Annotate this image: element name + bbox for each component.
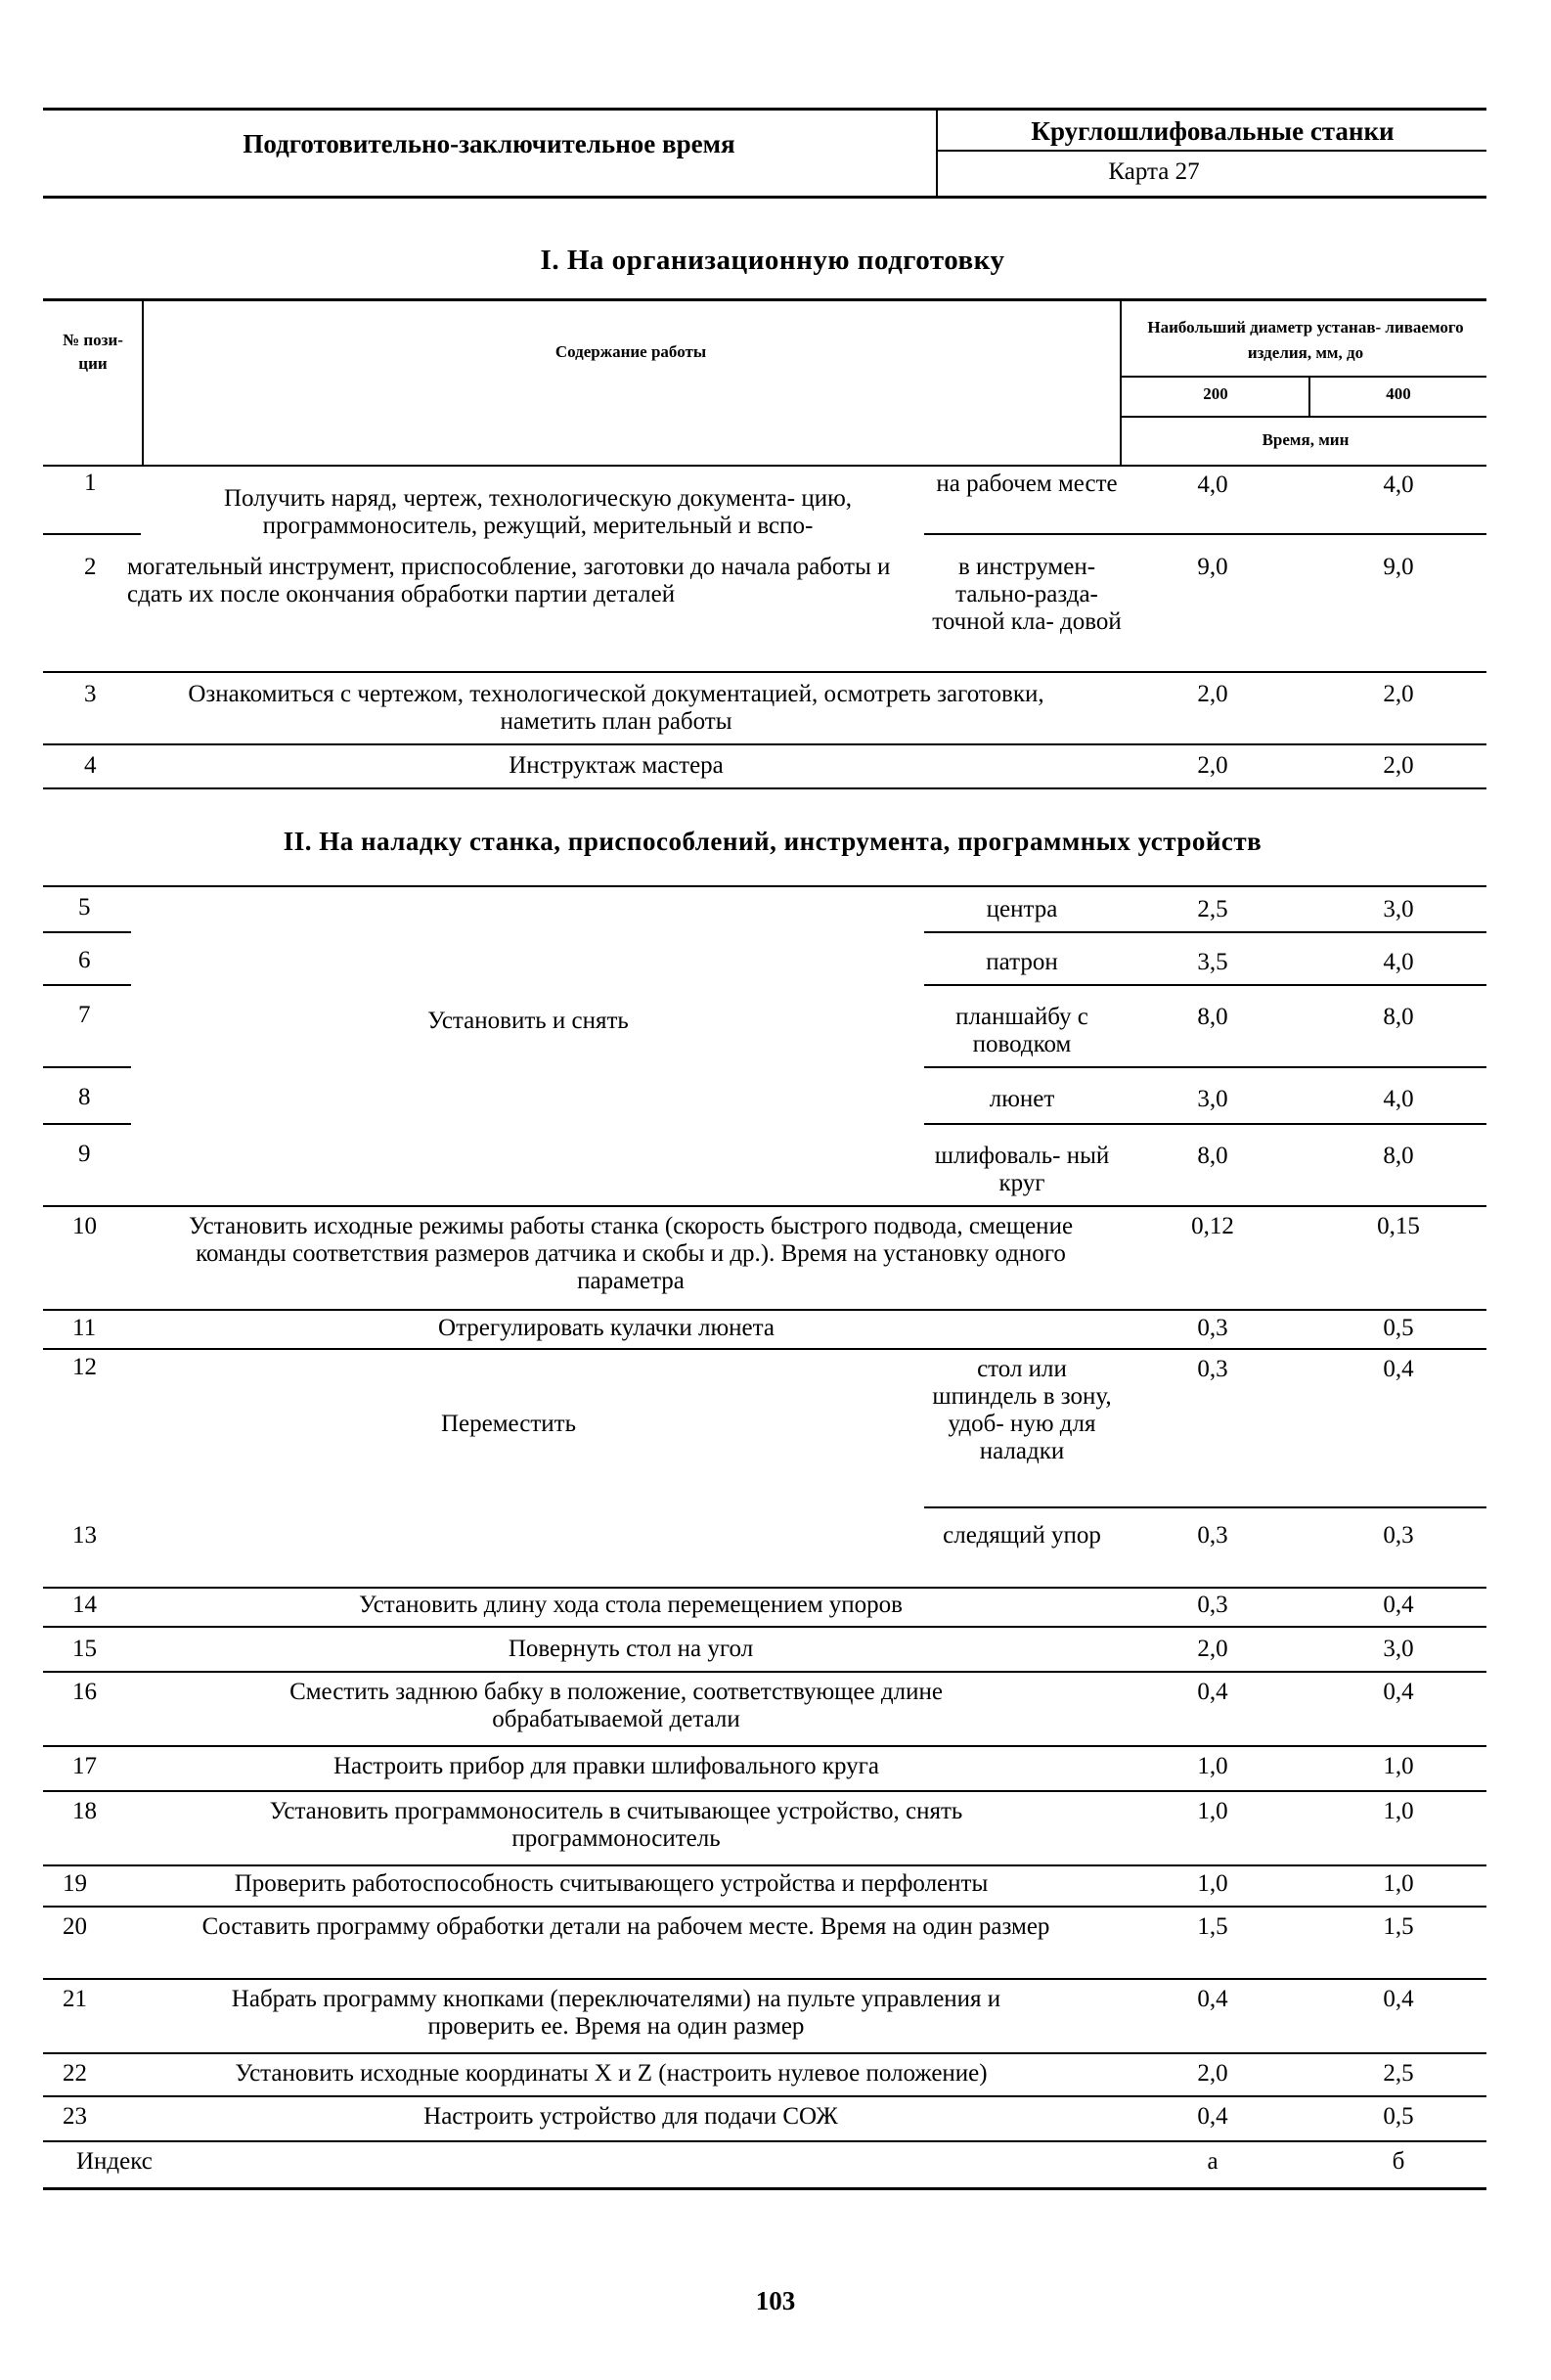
header-right-title: Круглошлифовальные станки (1031, 116, 1395, 146)
row-10-content: Установить исходные режимы работы станка (скорость быстрого подвода, смещение команды соответствия размеров датчика и скобы и др.). Время на установку одного параметра (188, 1213, 1074, 1294)
row-23-rule (43, 2140, 1486, 2142)
group-5-9-content: Установить и снять (427, 1008, 629, 1034)
row-18-number: 18 (72, 1798, 97, 1824)
row-14-content: Установить длину хода стола перемещением упоров (359, 1592, 903, 1618)
row-7-rule-right (924, 1066, 1486, 1068)
row-22-t400: 2,5 (1383, 2060, 1414, 2087)
table-header-vline-1 (142, 298, 144, 467)
row-9-t200: 8,0 (1197, 1143, 1228, 1169)
row-6-rule-right (924, 984, 1486, 986)
row-1-rule-right (924, 533, 1486, 535)
row-7-t400: 8,0 (1383, 1004, 1414, 1030)
header-diam-rule (1120, 376, 1486, 378)
row-1-t200: 4,0 (1197, 472, 1228, 498)
row-20-rule (43, 1978, 1486, 1980)
row-11-t200: 0,3 (1197, 1315, 1228, 1341)
row-21-number: 21 (63, 1986, 87, 2012)
row-22-content: Установить исходные координаты X и Z (настроить нулевое положение) (235, 2060, 988, 2087)
row-22-number: 22 (63, 2060, 87, 2087)
row-4-t200: 2,0 (1197, 752, 1228, 779)
row-11-rule (43, 1348, 1486, 1350)
row-4-t400: 2,0 (1383, 752, 1414, 779)
row-13-sub: следящий упор (943, 1522, 1101, 1549)
row-16-content: Сместить заднюю бабку в положение, соответствующее длине обрабатываемой детали (289, 1679, 943, 1732)
header-left-title: Подготовительно-заключительное время (243, 129, 735, 158)
row-8-rule-left (43, 1123, 131, 1125)
row-20-t400: 1,5 (1383, 1913, 1414, 1940)
row-5-number: 5 (78, 894, 91, 921)
row-17-rule (43, 1790, 1486, 1792)
row-19-t400: 1,0 (1383, 1870, 1414, 1897)
row-4-number: 4 (84, 752, 97, 779)
row-8-sub: люнет (989, 1086, 1055, 1112)
row-10-number: 10 (72, 1213, 97, 1239)
index-b: б (1392, 2148, 1405, 2175)
row-20-content: Составить программу обработки детали на рабочем месте. Время на один размер (201, 1913, 1050, 1940)
header-d200: 200 (1203, 384, 1228, 403)
row-20-number: 20 (63, 1913, 87, 1940)
section1-title: I. На организационную подготовку (540, 245, 1005, 276)
row-7-rule-left (43, 1066, 131, 1068)
row-21-t200: 0,4 (1197, 1986, 1228, 2012)
row-12-sub: стол или шпиндель в зону, удоб- ную для наладки (932, 1356, 1112, 1464)
row-16-t400: 0,4 (1383, 1679, 1414, 1705)
header-bottom-rule-2 (43, 465, 1486, 467)
row-20-t200: 1,5 (1197, 1913, 1228, 1940)
row-5-t400: 3,0 (1383, 896, 1414, 922)
row-10-t400: 0,15 (1377, 1213, 1420, 1239)
header-d400: 400 (1386, 384, 1411, 403)
row-9-sub: шлифоваль- ный круг (934, 1143, 1110, 1196)
row-6-t200: 3,5 (1197, 949, 1228, 975)
row-2-number: 2 (84, 554, 97, 580)
header-position: № пози- ции (63, 331, 123, 373)
row-16-number: 16 (72, 1679, 97, 1705)
row-19-rule (43, 1906, 1486, 1908)
row-15-t400: 3,0 (1383, 1636, 1414, 1662)
row-7-sub: планшайбу с поводком (955, 1004, 1088, 1057)
row-13-t400: 0,3 (1383, 1522, 1414, 1549)
row-8-rule-right (924, 1123, 1486, 1125)
row-15-rule (43, 1671, 1486, 1673)
header-bottom-rule (43, 196, 1486, 199)
row-8-number: 8 (78, 1084, 91, 1110)
row-17-content: Настроить прибор для правки шлифовального круга (332, 1753, 880, 1779)
row-18-t200: 1,0 (1197, 1798, 1228, 1824)
row-1-sub: на рабочем месте (936, 471, 1118, 497)
row-13-t200: 0,3 (1197, 1522, 1228, 1549)
row-1-rule-left (43, 533, 141, 535)
row-18-content: Установить программоноситель в считывающее устройство, снять программоноситель (269, 1798, 963, 1852)
row-3-t400: 2,0 (1383, 681, 1414, 707)
row-11-number: 11 (72, 1315, 97, 1341)
index-label: Индекс (76, 2148, 153, 2175)
row-23-t400: 0,5 (1383, 2103, 1414, 2130)
row-12-t400: 0,4 (1383, 1356, 1414, 1382)
row-2-sub: в инструмен- тально-разда- точной кла- довой (932, 554, 1122, 635)
row-14-rule (43, 1626, 1486, 1628)
row-6-number: 6 (78, 947, 91, 973)
row-9-number: 9 (78, 1141, 91, 1167)
row-1-t400: 4,0 (1383, 472, 1414, 498)
row-16-t200: 0,4 (1197, 1679, 1228, 1705)
row-5-sub: центра (986, 896, 1058, 922)
row-14-t400: 0,4 (1383, 1592, 1414, 1618)
row-4-content: Инструктаж мастера (509, 752, 724, 779)
index-a: а (1207, 2148, 1219, 2175)
row-12-number: 12 (72, 1354, 97, 1380)
row-21-rule (43, 2052, 1486, 2054)
row-22-t200: 2,0 (1197, 2060, 1228, 2087)
row-11-content: Отрегулировать кулачки люнета (438, 1315, 775, 1341)
row-13-number: 13 (72, 1522, 97, 1549)
row-2-rule (43, 671, 1486, 673)
row-11-t400: 0,5 (1383, 1315, 1414, 1341)
row-9-rule (43, 1205, 1486, 1207)
row-6-sub: патрон (986, 949, 1058, 975)
row-18-t400: 1,0 (1383, 1798, 1414, 1824)
section2-top-rule (43, 885, 1486, 887)
header-time: Время, мин (1262, 430, 1350, 449)
row-6-t400: 4,0 (1383, 949, 1414, 975)
row-17-t400: 1,0 (1383, 1753, 1414, 1779)
row-7-number: 7 (78, 1002, 91, 1028)
row-21-t400: 0,4 (1383, 1986, 1414, 2012)
header-divider (936, 108, 938, 198)
header-card: Карта 27 (1108, 158, 1200, 185)
row-7-t200: 8,0 (1197, 1004, 1228, 1030)
row-13-rule (43, 1587, 1486, 1589)
row-10-rule (43, 1309, 1486, 1311)
row-17-t200: 1,0 (1197, 1753, 1228, 1779)
header-right-rule (936, 150, 1486, 152)
row-4-rule (43, 787, 1486, 789)
row-1-content: Получить наряд, чертеж, технологическую документа- цию, программоноситель, режущий, мерительный и вспо- (223, 485, 853, 539)
row-19-content: Проверить работоспособность считывающего устройства и перфоленты (234, 1870, 989, 1897)
group-12-13-content: Переместить (440, 1411, 576, 1437)
row-5-t200: 2,5 (1197, 896, 1228, 922)
row-8-t200: 3,0 (1197, 1086, 1228, 1112)
row-18-rule (43, 1864, 1486, 1866)
table-header-vline-2 (1120, 298, 1122, 467)
row-14-t200: 0,3 (1197, 1592, 1228, 1618)
row-3-number: 3 (84, 681, 97, 707)
row-5-rule-right (924, 931, 1486, 933)
row-17-number: 17 (72, 1753, 97, 1779)
row-9-t400: 8,0 (1383, 1143, 1414, 1169)
row-15-content: Повернуть стол на угол (508, 1636, 754, 1662)
section2-title: II. На наладку станка, приспособлений, инструмента, программных устройств (283, 827, 1263, 856)
row-5-rule-left (43, 931, 131, 933)
row-21-content: Набрать программу кнопками (переключателями) на пульте управления и проверить ее. Время на один размер (231, 1986, 1001, 2040)
row-12-t200: 0,3 (1197, 1356, 1228, 1382)
row-2-t400: 9,0 (1383, 554, 1414, 580)
row-1-number: 1 (84, 470, 97, 496)
page-number: 103 (755, 2286, 796, 2315)
row-23-number: 23 (63, 2103, 87, 2130)
row-3-rule (43, 743, 1486, 745)
table-top-rule (43, 298, 1486, 301)
row-8-t400: 4,0 (1383, 1086, 1414, 1112)
row-23-t200: 0,4 (1197, 2103, 1228, 2130)
row-6-rule-left (43, 984, 131, 986)
row-15-number: 15 (72, 1636, 97, 1662)
table-bottom-rule (43, 2187, 1486, 2190)
header-diameter: Наибольший диаметр устанав- ливаемого изделия, мм, до (1147, 318, 1464, 362)
row-2-t200: 9,0 (1197, 554, 1228, 580)
row-2-content: могательный инструмент, приспособление, заготовки до начала работы и сдать их после окончания обработки партии деталей (127, 554, 891, 607)
row-16-rule (43, 1745, 1486, 1747)
row-19-t200: 1,0 (1197, 1870, 1228, 1897)
row-23-content: Настроить устройство для подачи СОЖ (423, 2103, 838, 2130)
row-12-rule-right (924, 1506, 1486, 1508)
header-top-rule (43, 108, 1486, 111)
row-22-rule (43, 2095, 1486, 2097)
header-time-rule (1120, 416, 1486, 418)
row-15-t200: 2,0 (1197, 1636, 1228, 1662)
header-content: Содержание работы (554, 342, 707, 361)
row-14-number: 14 (72, 1592, 97, 1618)
row-19-number: 19 (63, 1870, 87, 1897)
row-3-content: Ознакомиться с чертежом, технологической документацией, осмотреть заготовки, наметить план работы (188, 681, 1044, 735)
row-10-t200: 0,12 (1191, 1213, 1234, 1239)
row-3-t200: 2,0 (1197, 681, 1228, 707)
